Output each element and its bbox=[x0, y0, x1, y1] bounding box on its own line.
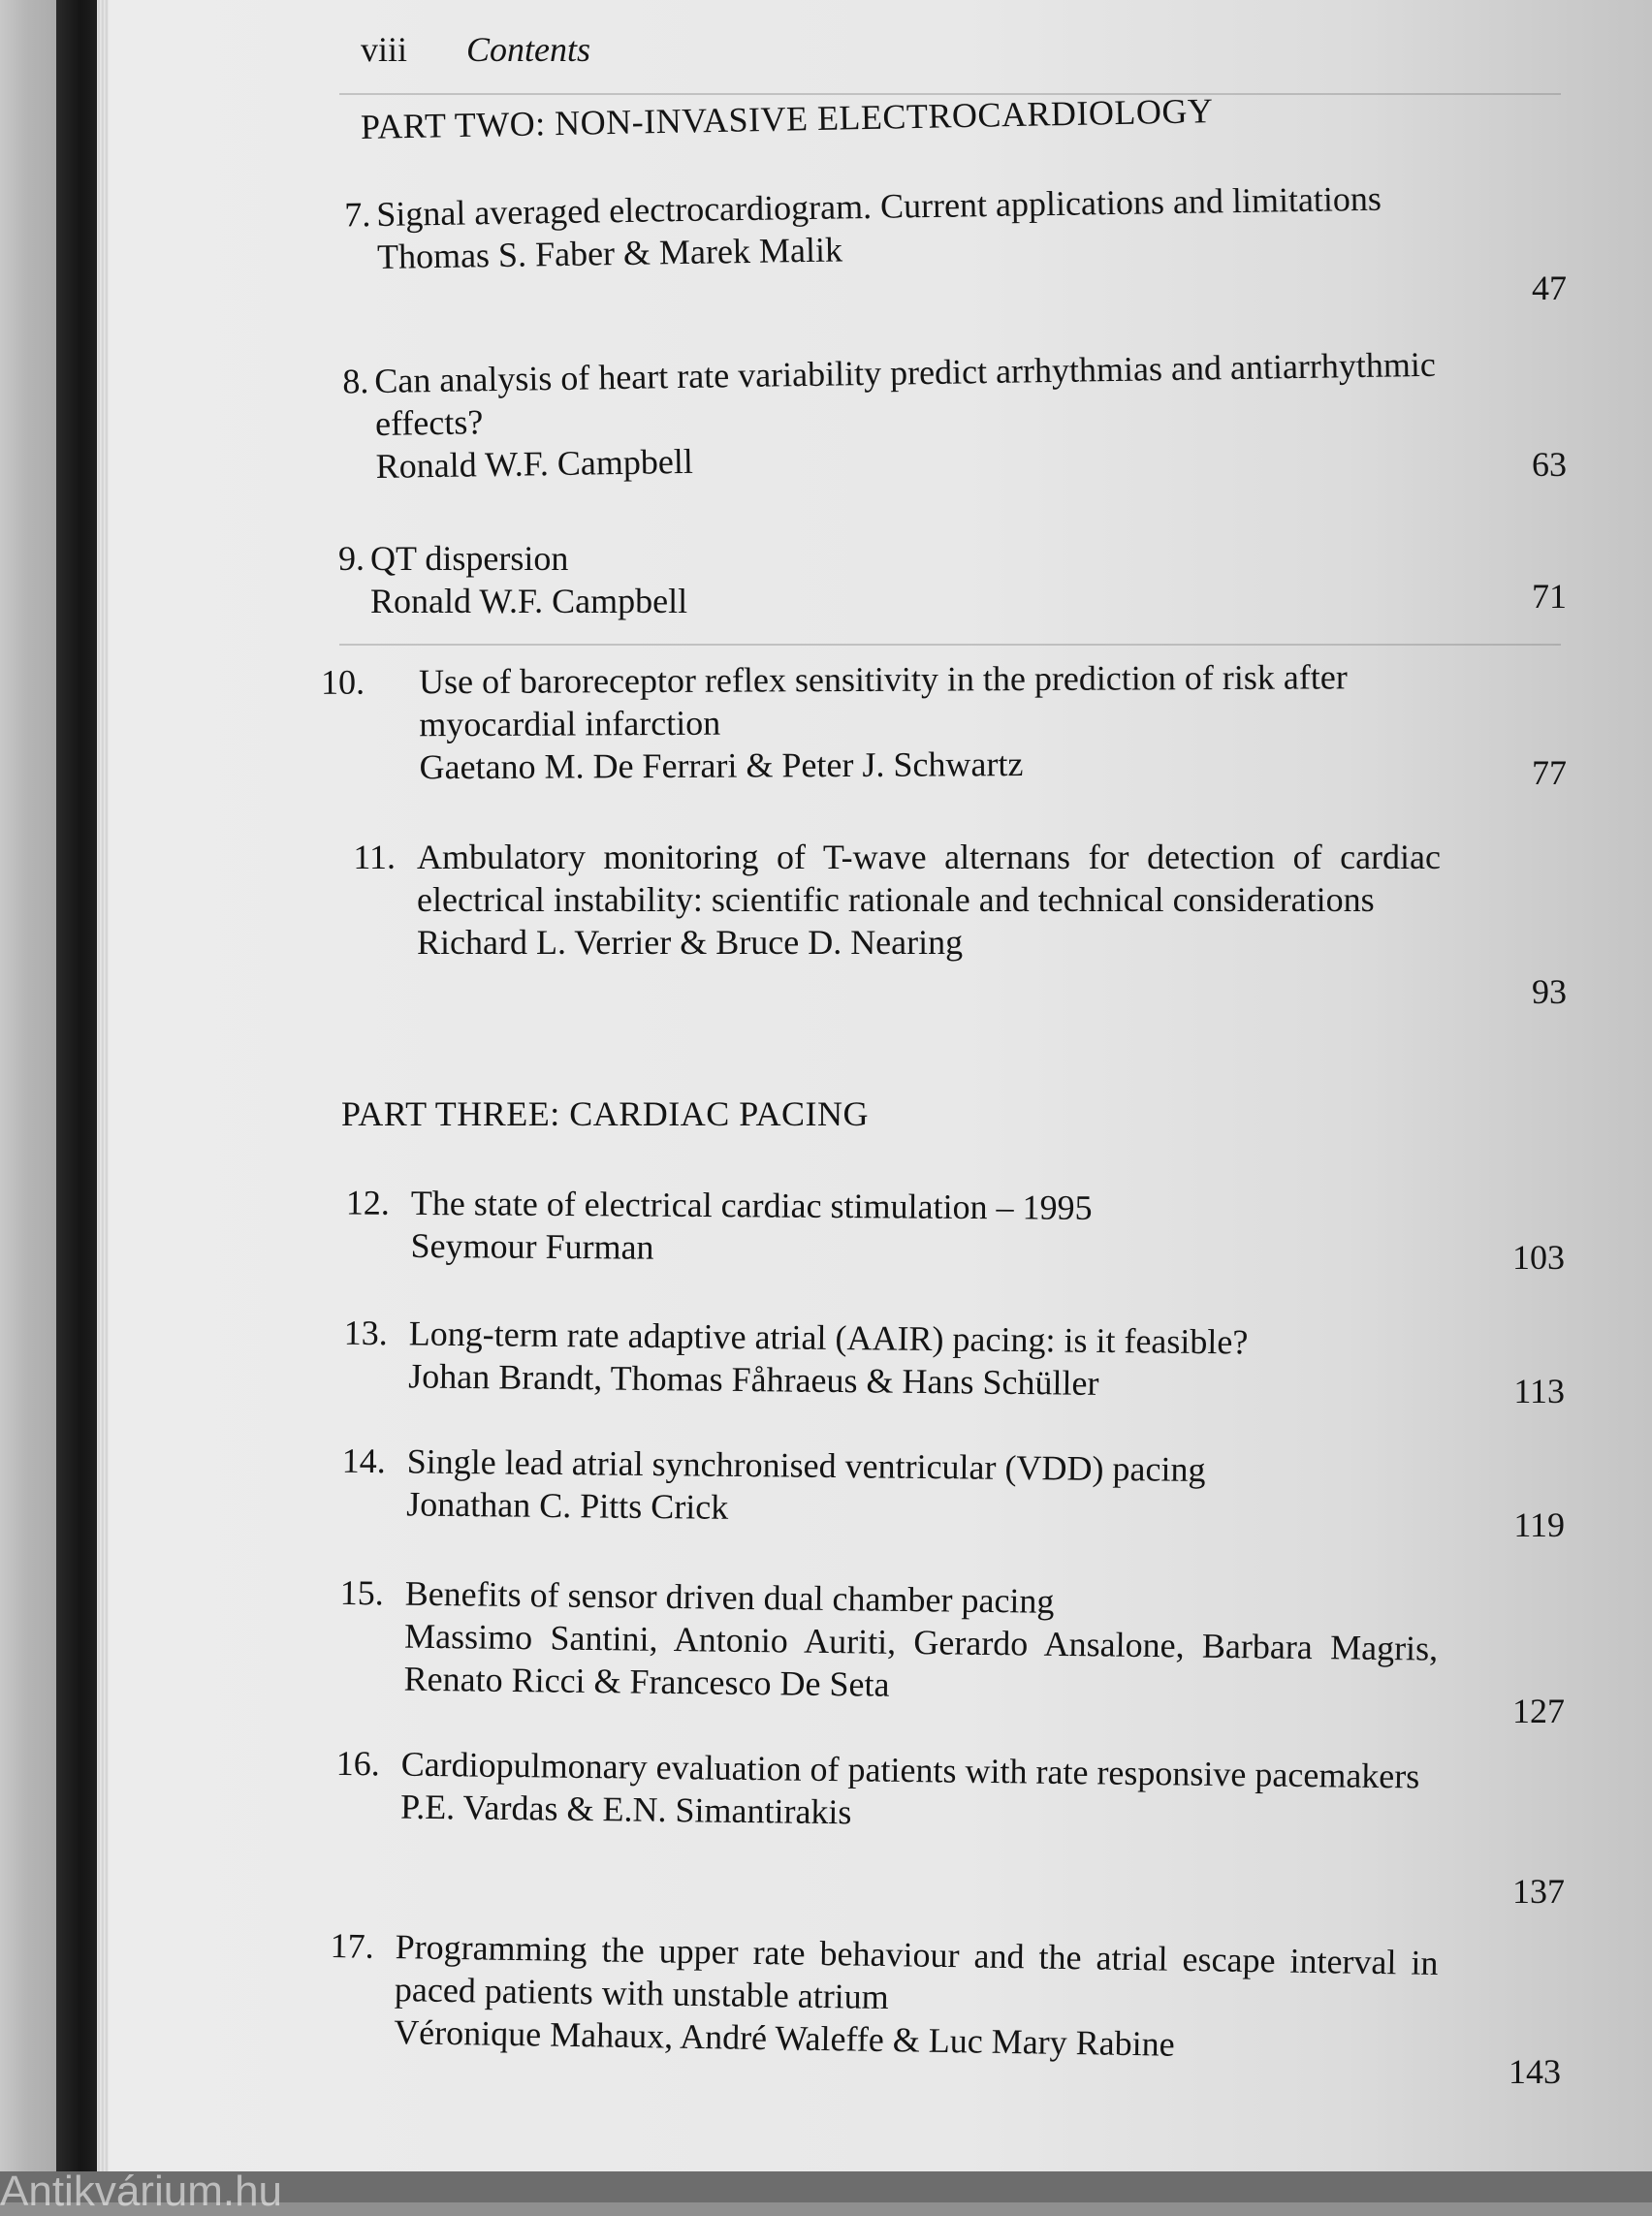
entry-page-number: 77 bbox=[1532, 753, 1567, 792]
entry-authors: Ronald W.F. Campbell bbox=[370, 582, 688, 620]
entry-page-number: 119 bbox=[1513, 1505, 1565, 1544]
entry-number: 16. bbox=[335, 1743, 380, 1784]
entry-page-number: 103 bbox=[1512, 1238, 1565, 1277]
show-through-rule-middle bbox=[339, 644, 1561, 646]
entry-authors: Véronique Mahaux, André Waleffe & Luc Mary Rabine bbox=[393, 2012, 1176, 2064]
entry-title: Single lead atrial synchronised ventricular (VDD) pacing bbox=[406, 1441, 1206, 1490]
entry-number: 8. bbox=[342, 362, 369, 401]
toc-entry[interactable] bbox=[270, 1741, 1435, 1841]
entry-authors: Ronald W.F. Campbell bbox=[375, 441, 694, 486]
toc-entry[interactable] bbox=[287, 836, 1441, 964]
toc-entry[interactable] bbox=[264, 1923, 1439, 2070]
part-two-heading: PART TWO: NON-INVASIVE ELECTROCARDIOLOGY bbox=[360, 91, 1214, 146]
entry-authors: Johan Brandt, Thomas Fåhraeus & Hans Schüller bbox=[408, 1356, 1099, 1403]
entry-authors: Richard L. Verrier & Bruce D. Nearing bbox=[417, 923, 964, 962]
entry-number: 11. bbox=[353, 838, 396, 876]
toc-entry[interactable] bbox=[276, 1439, 1421, 1535]
entry-title: QT dispersion bbox=[370, 539, 569, 578]
toc-entry[interactable] bbox=[280, 1181, 1348, 1274]
entry-number: 15. bbox=[339, 1572, 384, 1613]
toc-entry[interactable] bbox=[273, 1570, 1439, 1713]
entry-authors: Jonathan C. Pitts Crick bbox=[406, 1484, 729, 1527]
entry-title: Programming the upper rate behaviour and the atrial escape interval in paced patients with unstable atrium bbox=[394, 1927, 1439, 2017]
entry-title: Benefits of sensor driven dual chamber pacing bbox=[404, 1573, 1055, 1621]
toc-entry[interactable] bbox=[310, 343, 1448, 489]
entry-page-number: 137 bbox=[1512, 1872, 1565, 1911]
entry-title: Signal averaged electrocardiogram. Current applications and limitations bbox=[376, 178, 1382, 234]
entry-authors: P.E. Vardas & E.N. Simantirakis bbox=[399, 1787, 852, 1832]
running-header bbox=[361, 29, 590, 70]
entry-page-number: 127 bbox=[1512, 1692, 1565, 1730]
entry-number: 13. bbox=[343, 1313, 388, 1353]
entry-number: 7. bbox=[344, 195, 371, 235]
entry-page-number: 63 bbox=[1532, 445, 1567, 484]
watermark: Antikvárium.hu bbox=[0, 2168, 283, 2215]
entry-title: Use of baroreceptor reflex sensitivity in the prediction of risk after myocardial infarction bbox=[419, 657, 1348, 744]
toc-entry[interactable] bbox=[306, 537, 1443, 622]
entry-authors: Massimo Santini, Antonio Auriti, Gerardo Ansalone, Barbara Magris, Renato Ricci & Francesco De Seta bbox=[403, 1616, 1439, 1704]
header-page-number: viii bbox=[361, 30, 408, 69]
entry-authors: Thomas S. Faber & Marek Malik bbox=[376, 230, 843, 276]
entry-title: Ambulatory monitoring of T-wave alternans for detection of cardiac electrical instability: scientific rationale and technical considerations bbox=[417, 838, 1441, 919]
entry-number: 17. bbox=[330, 1926, 374, 1966]
entry-number: 12. bbox=[345, 1183, 390, 1222]
entry-title: The state of electrical cardiac stimulation – 1995 bbox=[410, 1183, 1093, 1227]
entry-number: 14. bbox=[341, 1440, 386, 1481]
toc-entry[interactable] bbox=[312, 176, 1447, 279]
part-three-heading: PART THREE: CARDIAC PACING bbox=[341, 1094, 869, 1133]
entry-page-number: 113 bbox=[1513, 1372, 1565, 1410]
entry-title: Long-term rate adaptive atrial (AAIR) pacing: is it feasible? bbox=[408, 1314, 1249, 1362]
entry-authors: Gaetano M. De Ferrari & Peter J. Schwartz bbox=[419, 744, 1024, 787]
entry-page-number: 47 bbox=[1532, 269, 1567, 307]
toc-entry[interactable] bbox=[278, 1311, 1423, 1408]
entry-title: Can analysis of heart rate variability predict arrhythmias and antiarrhythmic effects? bbox=[374, 344, 1437, 443]
entry-number: 9. bbox=[338, 539, 365, 578]
entry-title: Cardiopulmonary evaluation of patients with rate responsive pacemakers bbox=[400, 1744, 1420, 1796]
toc-entry[interactable] bbox=[291, 655, 1446, 789]
entry-page-number: 143 bbox=[1509, 2052, 1561, 2091]
entry-authors: Seymour Furman bbox=[410, 1225, 654, 1267]
book-page bbox=[109, 0, 1652, 2171]
entry-page-number: 93 bbox=[1532, 972, 1567, 1011]
header-title: Contents bbox=[466, 30, 591, 69]
entry-page-number: 71 bbox=[1532, 577, 1567, 616]
entry-number: 10. bbox=[321, 662, 365, 702]
book-spine-edge bbox=[56, 0, 97, 2202]
